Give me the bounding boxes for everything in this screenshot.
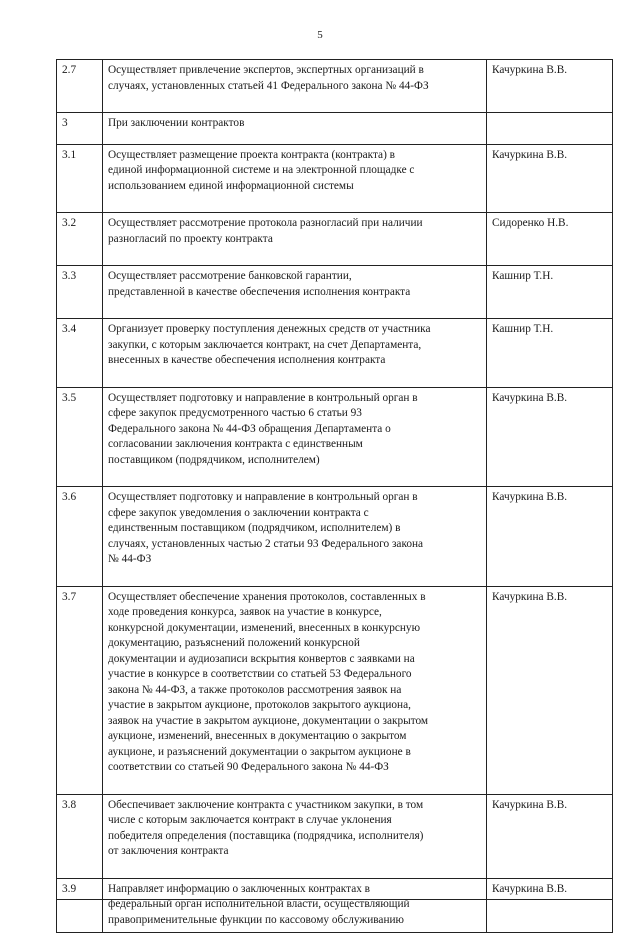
table-row — [57, 794, 613, 878]
description-line: конкурсной документации, изменений, внесенных в конкурсную — [108, 621, 421, 634]
page-number: 5 — [317, 29, 323, 41]
row-description — [103, 586, 487, 794]
description-line: сфере закупок уведомления о заключении контракта с — [108, 506, 369, 519]
row-description — [103, 213, 487, 266]
row-number: 3.7 — [57, 586, 103, 794]
description-line: Осуществляет подготовку и направление в контрольный орган в — [108, 391, 418, 404]
row-description — [103, 487, 487, 587]
row-description — [103, 878, 487, 933]
description-line: № 44-ФЗ — [108, 553, 152, 565]
description-line: числе с которым заключается контракт в случае уклонения — [108, 814, 392, 826]
table-row — [57, 586, 613, 794]
responsible-person: Кашнир Т.Н. — [487, 266, 613, 319]
description-line: Обеспечивает заключение контракта с участником закупки, в том — [108, 798, 424, 811]
description-line: Осуществляет привлечение экспертов, экспертных организаций в — [108, 64, 424, 76]
description-line: документацию, разъяснений положений конкурсной — [108, 637, 360, 649]
row-description — [103, 144, 487, 213]
description-line: документации и аудиозаписи вскрытия конвертов с заявками на — [108, 652, 415, 665]
description-line: от заключения контракта — [108, 845, 229, 857]
description-line: аукционе, и разъяснений документации о закрытом аукционе в — [108, 745, 411, 758]
row-description — [103, 387, 487, 487]
row-number: 3.6 — [57, 487, 103, 587]
description-line: поставщиком (подрядчиком, исполнителем) — [108, 453, 320, 466]
row-description — [103, 794, 487, 878]
table-row — [57, 60, 613, 113]
footer-rule — [56, 899, 612, 900]
description-line: участие в конкурсе в соответствии со статьей 53 Федерального — [108, 668, 412, 680]
responsible-person: Кашнир Т.Н. — [487, 319, 613, 388]
table-row — [57, 144, 613, 213]
description-line: единой информационной системе и на электронной площадке с — [108, 164, 415, 176]
responsible-person: Качуркина В.В. — [487, 586, 613, 794]
row-description — [103, 319, 487, 388]
description-line: закупки, с которым заключается контракт, на счет Департамента, — [108, 338, 422, 351]
responsible-person: Сидоренко Н.В. — [487, 213, 613, 266]
description-line: ходе проведения конкурса, заявок на участие в конкурсе, — [108, 606, 382, 618]
row-number: 3.8 — [57, 794, 103, 878]
description-line: представленной в качестве обеспечения исполнения контракта — [108, 285, 411, 298]
responsible-person — [487, 113, 613, 145]
table-body — [57, 60, 613, 933]
description-line: победителя определения (поставщика (подрядчика, исполнителя) — [108, 829, 424, 842]
description-line: единственным поставщиком (подрядчиком, исполнителем) в — [108, 522, 401, 534]
description-line: правоприменительные функции по кассовому обслуживанию — [108, 913, 404, 926]
row-number: 3.4 — [57, 319, 103, 388]
description-line: случаях, установленных частью 2 статьи 93 Федерального закона — [108, 537, 424, 550]
responsible-person: Качуркина В.В. — [487, 487, 613, 587]
table-row — [57, 487, 613, 587]
row-description — [103, 60, 487, 113]
row-description — [103, 113, 487, 145]
description-line: Осуществляет обеспечение хранения протоколов, составленных в — [108, 590, 426, 603]
table-row — [57, 213, 613, 266]
responsible-person: Качуркина В.В. — [487, 387, 613, 487]
description-line: Организует проверку поступления денежных средств от участника — [108, 323, 431, 335]
row-number: 3.5 — [57, 387, 103, 487]
description-line: Направляет информацию о заключенных контрактах в — [108, 882, 371, 895]
table-row — [57, 878, 613, 933]
row-description — [103, 266, 487, 319]
description-line: Осуществляет рассмотрение протокола разногласий при наличии — [108, 217, 423, 229]
table-row — [57, 387, 613, 487]
description-line: соответствии со статьей 90 Федерального закона № 44-ФЗ — [108, 761, 389, 773]
responsible-person: Качуркина В.В. — [487, 60, 613, 113]
description-line: Федерального закона № 44-ФЗ обращения Департамента о — [108, 422, 391, 435]
row-number: 3.9 — [57, 878, 103, 933]
description-line: закона № 44-ФЗ, а также протоколов рассмотрения заявок на — [108, 683, 402, 696]
description-line: Осуществляет размещение проекта контракта (контракта) в — [108, 148, 395, 161]
description-line: заявок на участие в закрытом аукционе, документации о закрытом — [108, 714, 429, 727]
responsibilities-table — [56, 59, 613, 933]
row-number: 2.7 — [57, 60, 103, 113]
section-row — [57, 113, 613, 145]
table-row — [57, 319, 613, 388]
responsible-person: Качуркина В.В. — [487, 144, 613, 213]
row-number: 3.3 — [57, 266, 103, 319]
table-row — [57, 266, 613, 319]
description-line: согласовании заключения контракта с единственным — [108, 438, 363, 450]
description-line: разногласий по проекту контракта — [108, 232, 273, 245]
description-line: аукционе, изменений, внесенных в документацию о закрытом — [108, 730, 407, 742]
row-number: 3 — [57, 113, 103, 145]
description-line: использованием единой информационной системы — [108, 179, 354, 192]
responsible-person: Качуркина В.В. — [487, 794, 613, 878]
description-line: Осуществляет рассмотрение банковской гарантии, — [108, 270, 352, 282]
description-line: При заключении контрактов — [108, 117, 245, 129]
description-line: участие в закрытом аукционе, протоколов закрытого аукциона, — [108, 699, 411, 711]
row-number: 3.1 — [57, 144, 103, 213]
responsible-person: Качуркина В.В. — [487, 878, 613, 933]
description-line: Осуществляет подготовку и направление в контрольный орган в — [108, 491, 418, 503]
description-line: внесенных в качестве обеспечения исполнения контракта — [108, 354, 386, 366]
description-line: случаях, установленных статьей 41 Федерального закона № 44-ФЗ — [108, 79, 429, 92]
description-line: федеральный орган исполнительной власти, осуществляющий — [108, 898, 410, 910]
row-number: 3.2 — [57, 213, 103, 266]
description-line: сфере закупок предусмотренного частью 6 статьи 93 — [108, 407, 362, 419]
